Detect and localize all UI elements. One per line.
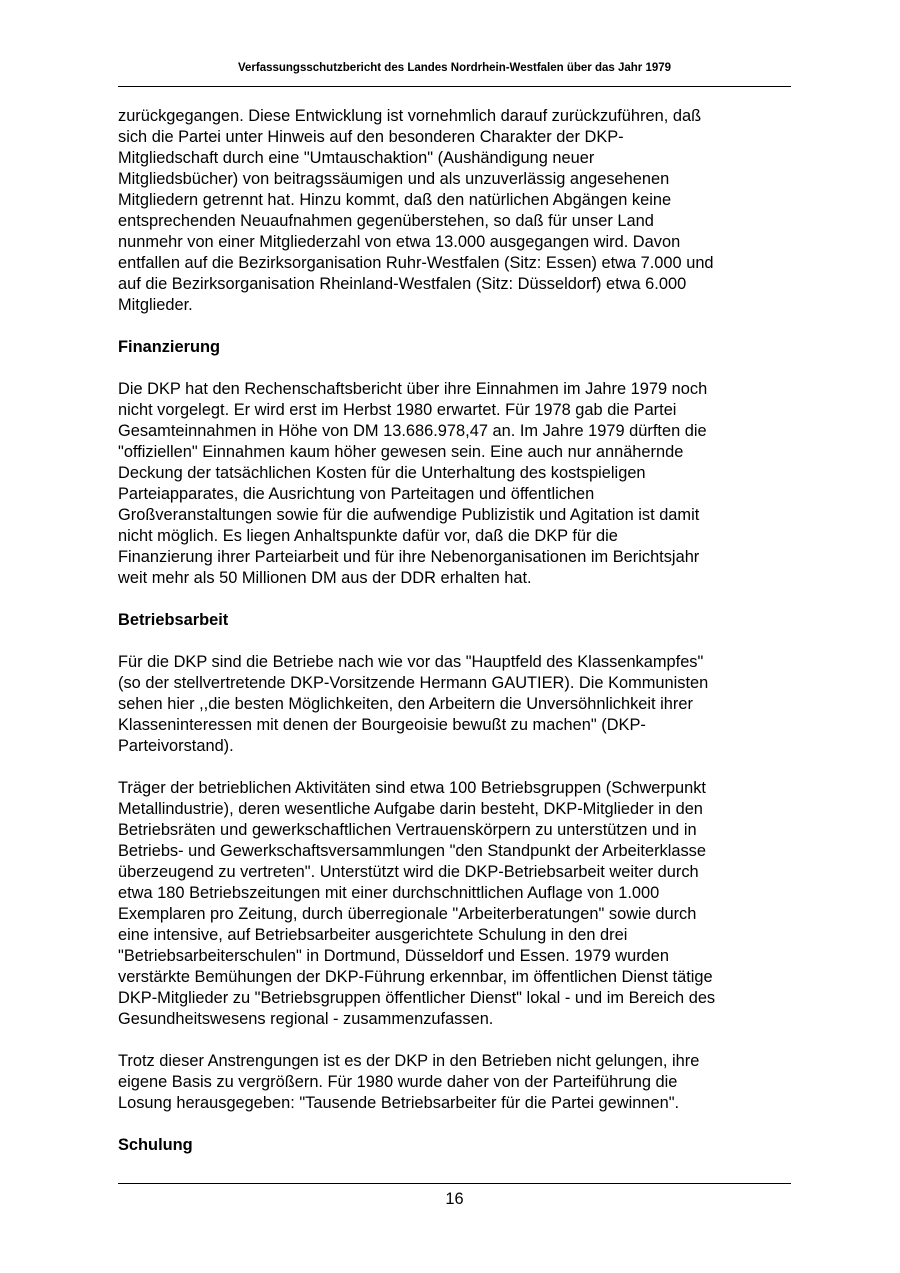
paragraph-hauptfeld: Für die DKP sind die Betriebe nach wie vor das "Hauptfeld des Klassenkampfes" (so der stellvertretende DKP-Vorsitzende Hermann GAUTIER). Die Kommunisten sehen hier ,,die besten Möglichkeiten, den Arbeitern die Unversöhnlichkeit ihrer Klasseninteressen mit denen der Bourgeoisie bewußt zu machen" (DKP- Parteivorstand). xyxy=(118,653,709,755)
page-number: 16 xyxy=(445,1190,464,1208)
paragraph-betriebsgruppen: Träger der betrieblichen Aktivitäten sind etwa 100 Betriebsgruppen (Schwerpunkt Metallindustrie), deren wesentliche Aufgabe darin besteht, DKP-Mitglieder in den Betriebsräten und gewerkschaftlichen Vertrauenskörpern zu unterstützen und in Betriebs- und Gewerkschaftsversammlungen "den Standpunkt der Arbeiterklasse überzeugend zu vertreten". Unterstützt wird die DKP-Betriebsarbeit weiter durch etwa 180 Betriebszeitungen mit einer durchschnittlichen Auflage von 1.000 Exemplaren pro Zeitung, durch überregionale "Arbeiterberatungen" sowie durch eine intensive, auf Betriebsarbeiter ausgerichtete Schulung in den drei "Betriebsarbeiterschulen" in Dortmund, Düsseldorf und Essen. 1979 wurden verstärkte Bemühungen der DKP-Führung erkennbar, im öffentlichen Dienst tätige DKP-Mitglieder zu "Betriebsgruppen öffentlicher Dienst" lokal - und im Bereich des Gesundheitswesens regional - zusammenzufassen. xyxy=(118,779,716,1028)
heading-betriebsarbeit: Betriebsarbeit xyxy=(118,611,229,629)
footer-rule xyxy=(118,1183,791,1184)
running-header: Verfassungsschutzbericht des Landes Nordrhein-Westfalen über das Jahr 1979 xyxy=(237,62,672,74)
heading-schulung: Schulung xyxy=(118,1136,193,1154)
paragraph-finanzierung: Die DKP hat den Rechenschaftsbericht über ihre Einnahmen im Jahre 1979 noch nicht vorgelegt. Er wird erst im Herbst 1980 erwartet. Für 1978 gab die Partei Gesamteinnahmen in Höhe von DM 13.686.978,47 an. Im Jahre 1979 dürften die "offiziellen" Einnahmen kaum höher gewesen sein. Eine auch nur annähernde Deckung der tatsächlichen Kosten für die Unterhaltung des kostspieligen Parteiapparates, die Ausrichtung von Parteitagen und öffentlichen Großveranstaltungen sowie für die aufwendige Publizistik und Agitation ist damit nicht möglich. Es liegen Anhaltspunkte dafür vor, daß die DKP für die Finanzierung ihrer Parteiarbeit und für ihre Nebenorganisationen im Berichtsjahr weit mehr als 50 Millionen DM aus der DDR erhalten hat. xyxy=(118,380,708,587)
body-text xyxy=(118,106,791,1177)
paragraph-anstrengungen: Trotz dieser Anstrengungen ist es der DKP in den Betrieben nicht gelungen, ihre eigene Basis zu vergrößern. Für 1980 wurde daher von der Parteiführung die Losung herausgegeben: "Tausende Betriebsarbeiter für die Partei gewinnen". xyxy=(118,1052,700,1112)
header-rule xyxy=(118,86,791,87)
paragraph-mitglieder: zurückgegangen. Diese Entwicklung ist vornehmlich darauf zurückzuführen, daß sich die Partei unter Hinweis auf den besonderen Charakter der DKP- Mitgliedschaft durch eine "Umtauschaktion" (Aushändigung neuer Mitgliedsbücher) von beitragssäumigen und als unzuverlässig angesehenen Mitgliedern getrennt hat. Hinzu kommt, daß den natürlichen Abgängen keine entsprechenden Neuaufnahmen gegenüberstehen, so daß für unser Land nunmehr von einer Mitgliederzahl von etwa 13.000 ausgegangen wird. Davon entfallen auf die Bezirksorganisation Ruhr-Westfalen (Sitz: Essen) etwa 7.000 und auf die Bezirksorganisation Rheinland-Westfalen (Sitz: Düsseldorf) etwa 6.000 Mitglieder. xyxy=(118,107,714,314)
heading-finanzierung: Finanzierung xyxy=(118,338,220,356)
